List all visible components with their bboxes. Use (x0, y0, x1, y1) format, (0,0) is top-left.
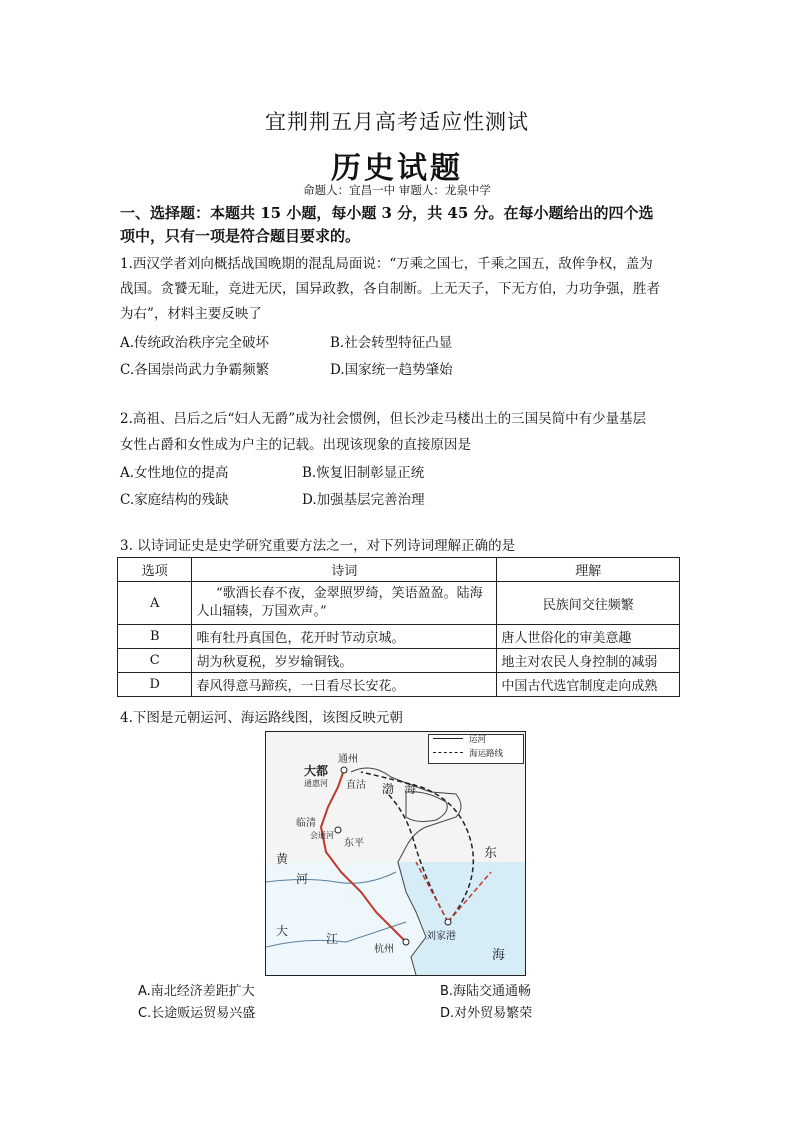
label-bo: 渤 (382, 782, 395, 796)
row-understanding: 地主对农民人身控制的减弱 (497, 649, 680, 673)
table-row[interactable] (118, 582, 680, 625)
legend-sea-swatch (433, 752, 463, 753)
label-huitonghe: 会通河 (310, 831, 334, 840)
q2-option-d[interactable]: D.加强基层完善治理 (302, 492, 425, 508)
label-huang: 黄 (276, 852, 289, 866)
q1-option-d[interactable]: D.国家统一趋势肇始 (330, 362, 453, 378)
table-row[interactable] (118, 673, 680, 697)
hangzhou-marker (403, 939, 409, 945)
q1-option-b[interactable]: B.社会转型特征凸显 (330, 335, 453, 351)
row-understanding: 中国古代选官制度走向成熟 (497, 673, 680, 697)
q2-stem-line2: 女性占爵和女性成为户主的记载。出现该现象的直接原因是 (120, 437, 471, 453)
dongping-marker (335, 827, 341, 833)
row-poem: “歌酒长春不夜，金翠照罗绮，笑语盈盈。陆海人山辐辏，万国欢声。” (192, 582, 497, 625)
q1-stem-line2: 战国。贪饕无耻，竞进无厌，国异政教，各自制断。上无天子，下无方伯，力功争强，胜者 (120, 281, 660, 297)
map-legend (428, 734, 524, 764)
legend-sea-label: 海运路线 (469, 749, 504, 759)
q1-stem-line3: 为右”，材料主要反映了 (120, 306, 262, 322)
row-understanding: 唐人世俗化的审美意趣 (497, 625, 680, 649)
q4-option-c[interactable]: C.长途贩运贸易兴盛 (138, 1006, 256, 1021)
subject-title: 历史试题 (331, 151, 463, 186)
label-dong: 东 (484, 846, 498, 861)
q2-option-a[interactable]: A.女性地位的提高 (120, 465, 229, 481)
label-dongping: 东平 (344, 838, 364, 849)
q2-option-c[interactable]: C.家庭结构的残缺 (120, 492, 229, 508)
q2-stem-line1: 2.高祖、吕后之后“妇人无爵”成为社会惯例，但长沙走马楼出土的三国吴简中有少量基层 (120, 411, 647, 427)
section-heading-line1: 一、选择题：本题共 15 小题，每小题 3 分，共 45 分。在每小题给出的四个选 (120, 204, 654, 222)
legend-canal-swatch (433, 738, 463, 739)
q3-stem: 3. 以诗词证史是史学研究重要方法之一，对下列诗词理解正确的是 (120, 538, 516, 554)
table-header-row (118, 558, 680, 582)
legend-canal-label: 运河 (469, 735, 487, 745)
label-tongzhou: 通州 (338, 754, 358, 765)
label-liujiagang: 刘家港 (426, 931, 456, 942)
row-option: A (118, 582, 192, 625)
label-tonghuihe: 通惠河 (304, 779, 328, 788)
q1-stem-line1: 1.西汉学者刘向概括战国晚期的混乱局面说：“万乘之国七，千乘之国五，敌侔争权，盖为 (120, 256, 653, 272)
label-hai-east: 海 (492, 948, 506, 963)
label-jiang: 江 (326, 932, 339, 946)
row-option: B (118, 625, 192, 649)
row-poem: 春风得意马蹄疾，一日看尽长安花。 (192, 673, 497, 697)
label-linqing: 临清 (296, 818, 316, 829)
table-row[interactable] (118, 625, 680, 649)
dadu-marker (341, 767, 347, 773)
col-header-understanding: 理解 (497, 558, 680, 582)
label-hai-bohai: 海 (404, 782, 417, 796)
row-understanding: 民族间交往频繁 (497, 582, 680, 625)
table-row[interactable] (118, 649, 680, 673)
row-poem: 唯有牡丹真国色，花开时节动京城。 (192, 625, 497, 649)
q1-option-a[interactable]: A.传统政治秩序完全破坏 (120, 335, 270, 351)
q1-option-c[interactable]: C.各国崇尚武力争霸频繁 (120, 362, 270, 378)
q4-option-d[interactable]: D.对外贸易繁荣 (440, 1006, 533, 1021)
section-heading-line2: 项中，只有一项是符合题目要求的。 (120, 227, 361, 245)
label-da: 大 (276, 924, 289, 938)
q4-stem: 4.下图是元朝运河、海运路线图，该图反映元朝 (120, 710, 403, 726)
q4-option-b[interactable]: B.海陆交通通畅 (440, 984, 532, 999)
label-hangzhou: 杭州 (374, 944, 394, 955)
col-header-option: 选项 (118, 558, 192, 582)
liujiagang-marker (445, 919, 451, 925)
exam-title: 宜荆荆五月高考适应性测试 (265, 110, 529, 134)
q2-option-b[interactable]: B.恢复旧制彰显正统 (302, 465, 425, 481)
col-header-poem: 诗词 (192, 558, 497, 582)
row-poem: 胡为秋夏税，岁岁输铜钱。 (192, 649, 497, 673)
q4-option-a[interactable]: A.南北经济差距扩大 (138, 984, 255, 999)
row-option: D (118, 673, 192, 697)
label-he: 河 (296, 872, 309, 886)
label-dadu: 大都 (304, 764, 329, 778)
yuan-canal-sea-route-map (265, 731, 526, 976)
label-zhigu: 直沽 (346, 780, 366, 791)
row-option: C (118, 649, 192, 673)
author-credit: 命题人：宜昌一中 审题人：龙泉中学 (303, 183, 491, 197)
q3-table (117, 557, 680, 697)
